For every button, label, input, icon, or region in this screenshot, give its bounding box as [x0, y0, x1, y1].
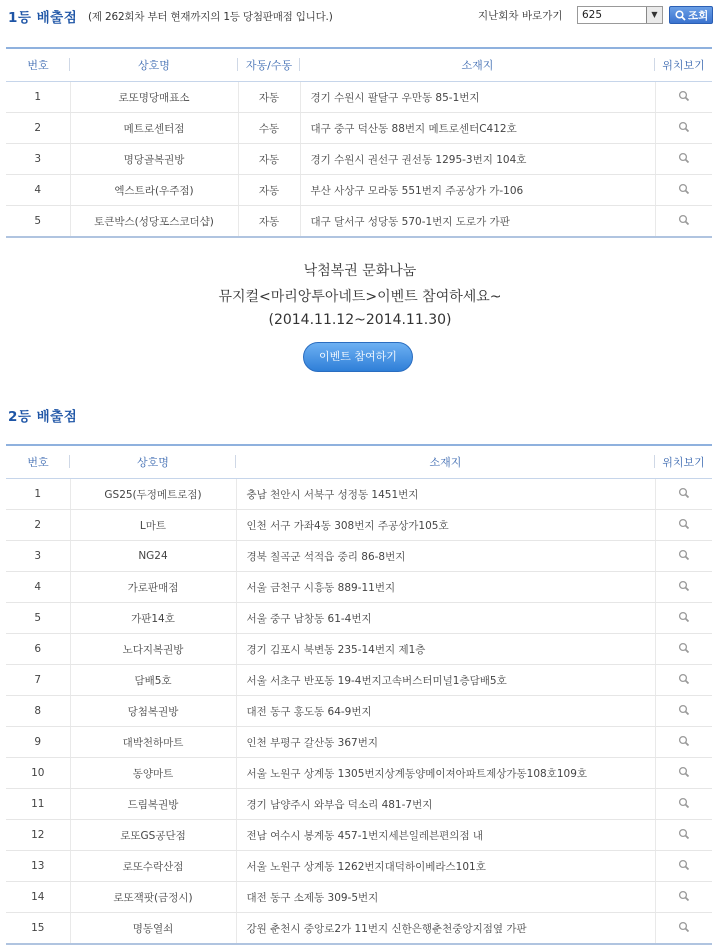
cell-name: 드림복권방 [70, 789, 236, 820]
cell-no: 5 [6, 206, 70, 238]
cell-name: 토큰박스(성당포스코더샵) [70, 206, 238, 238]
location-view-cell [655, 634, 712, 665]
table-row [6, 789, 712, 820]
event-join-button[interactable]: 이벤트 참여하기 [303, 342, 413, 372]
table-row [6, 913, 712, 945]
location-view-cell [655, 758, 712, 789]
cell-name: 동양마트 [70, 758, 236, 789]
cell-type: 자동 [238, 144, 300, 175]
magnifier-icon[interactable] [678, 831, 690, 843]
second-prize-table [6, 444, 712, 945]
lookup-button[interactable] [669, 6, 713, 24]
cell-address: 대구 중구 덕산동 88번지 메트로센터C412호 [300, 113, 655, 144]
first_prize-header-0: 번호 [6, 48, 70, 82]
cell-no: 1 [6, 479, 70, 510]
table-row [6, 541, 712, 572]
cell-no: 2 [6, 510, 70, 541]
past-round-label: 지난회차 바로가기 [478, 10, 563, 22]
cell-name: 로또잭팟(금정시) [70, 882, 236, 913]
magnifier-icon[interactable] [678, 800, 690, 812]
table-row [6, 820, 712, 851]
table-row [6, 851, 712, 882]
location-view-cell [655, 175, 712, 206]
cell-address: 서울 노원구 상계동 1305번지상계동양메이져아파트제상가동108호109호 [236, 758, 655, 789]
table-row [6, 758, 712, 789]
cell-no: 12 [6, 820, 70, 851]
location-view-cell [655, 851, 712, 882]
cell-address: 경기 수원시 팔달구 우만동 85-1번지 [300, 82, 655, 113]
first_prize-header-3: 소재지 [300, 48, 655, 82]
cell-address: 대전 동구 소제동 309-5번지 [236, 882, 655, 913]
cell-address: 경기 수원시 권선구 권선동 1295-3번지 104호 [300, 144, 655, 175]
table-row [6, 572, 712, 603]
cell-name: 명당골복권방 [70, 144, 238, 175]
magnifier-icon[interactable] [678, 893, 690, 905]
cell-type: 자동 [238, 175, 300, 206]
location-view-cell [655, 882, 712, 913]
magnifier-icon[interactable] [678, 217, 690, 229]
round-select-value: 625 [582, 9, 603, 21]
cell-address: 대구 달서구 성당동 570-1번지 도로가 가판 [300, 206, 655, 238]
cell-name: 담배5호 [70, 665, 236, 696]
cell-address: 경기 김포시 북변동 235-14번지 제1층 [236, 634, 655, 665]
table-row [6, 113, 712, 144]
cell-address: 서울 중구 남창동 61-4번지 [236, 603, 655, 634]
second_prize-header-3: 위치보기 [655, 445, 712, 479]
table-row [6, 510, 712, 541]
second-prize-title: 2등 배출점 [8, 409, 78, 425]
cell-no: 8 [6, 696, 70, 727]
magnifier-icon[interactable] [678, 614, 690, 626]
cell-no: 9 [6, 727, 70, 758]
first_prize-header-4: 위치보기 [655, 48, 712, 82]
cell-name: GS25(두정메트로점) [70, 479, 236, 510]
magnifier-icon[interactable] [678, 645, 690, 657]
table-row [6, 882, 712, 913]
location-view-cell [655, 510, 712, 541]
location-view-cell [655, 479, 712, 510]
cell-name: 로또명당매표소 [70, 82, 238, 113]
cell-name: 엑스트라(우주점) [70, 175, 238, 206]
magnifier-icon[interactable] [678, 862, 690, 874]
second_prize-header-2: 소재지 [236, 445, 655, 479]
cell-no: 15 [6, 913, 70, 945]
location-view-cell [655, 696, 712, 727]
magnifier-icon[interactable] [678, 676, 690, 688]
event-banner [0, 256, 720, 363]
location-view-cell [655, 572, 712, 603]
table-row [6, 479, 712, 510]
cell-address: 서울 서초구 반포동 19-4번지고속버스터미널1층담배5호 [236, 665, 655, 696]
cell-name: 메트로센터점 [70, 113, 238, 144]
cell-name: NG24 [70, 541, 236, 572]
top-bar [0, 0, 720, 34]
cell-name: 노다지복권방 [70, 634, 236, 665]
cell-address: 대전 동구 홍도동 64-9번지 [236, 696, 655, 727]
cell-type: 수동 [238, 113, 300, 144]
location-view-cell [655, 820, 712, 851]
magnifier-icon[interactable] [678, 769, 690, 781]
chevron-down-icon[interactable]: ▼ [646, 7, 662, 23]
table-row [6, 727, 712, 758]
first_prize-header-2: 자동/수동 [238, 48, 300, 82]
cell-no: 11 [6, 789, 70, 820]
magnifier-icon[interactable] [678, 490, 690, 502]
search-icon [675, 10, 686, 24]
cell-no: 2 [6, 113, 70, 144]
first-prize-description: (제 262회차 부터 현재까지의 1등 당첨판매점 입니다.) [88, 11, 333, 23]
first-prize-table [6, 47, 712, 238]
second_prize-header-0: 번호 [6, 445, 70, 479]
round-select[interactable] [577, 6, 663, 24]
cell-address: 충남 천안시 서북구 성정동 1451번지 [236, 479, 655, 510]
event-line-3: (2014.11.12~2014.11.30) [268, 312, 452, 328]
magnifier-icon[interactable] [678, 93, 690, 105]
cell-name: 로또수락산점 [70, 851, 236, 882]
location-view-cell [655, 727, 712, 758]
cell-no: 13 [6, 851, 70, 882]
cell-no: 3 [6, 541, 70, 572]
cell-address: 전남 여수시 봉계동 457-1번지세븐일레븐편의점 내 [236, 820, 655, 851]
magnifier-icon[interactable] [678, 552, 690, 564]
table-row [6, 82, 712, 113]
cell-type: 자동 [238, 82, 300, 113]
cell-name: 가판14호 [70, 603, 236, 634]
cell-no: 10 [6, 758, 70, 789]
magnifier-icon[interactable] [678, 583, 690, 595]
cell-no: 3 [6, 144, 70, 175]
magnifier-icon[interactable] [678, 738, 690, 750]
cell-name: L마트 [70, 510, 236, 541]
magnifier-icon[interactable] [678, 924, 690, 936]
magnifier-icon[interactable] [678, 155, 690, 167]
location-view-cell [655, 603, 712, 634]
magnifier-icon[interactable] [678, 124, 690, 136]
first_prize-header-1: 상호명 [70, 48, 238, 82]
cell-address: 서울 금천구 시흥동 889-11번지 [236, 572, 655, 603]
table-row [6, 696, 712, 727]
cell-no: 5 [6, 603, 70, 634]
magnifier-icon[interactable] [678, 707, 690, 719]
location-view-cell [655, 144, 712, 175]
cell-name: 당첨복권방 [70, 696, 236, 727]
cell-address: 인천 서구 가좌4동 308번지 주공상가105호 [236, 510, 655, 541]
cell-name: 로또GS공단점 [70, 820, 236, 851]
cell-no: 7 [6, 665, 70, 696]
table-row [6, 175, 712, 206]
cell-no: 1 [6, 82, 70, 113]
cell-type: 자동 [238, 206, 300, 238]
location-view-cell [655, 206, 712, 238]
second_prize-header-1: 상호명 [70, 445, 236, 479]
location-view-cell [655, 789, 712, 820]
cell-no: 4 [6, 572, 70, 603]
first-prize-title: 1등 배출점 [8, 10, 78, 26]
table-row [6, 665, 712, 696]
cell-no: 4 [6, 175, 70, 206]
cell-address: 부산 사상구 모라동 551번지 주공상가 가-106 [300, 175, 655, 206]
lookup-button-label: 조회 [688, 10, 709, 22]
table-row [6, 206, 712, 238]
magnifier-icon[interactable] [678, 521, 690, 533]
cell-no: 14 [6, 882, 70, 913]
event-line-2: 뮤지컬<마리앙투아네트>이벤트 참여하세요~ [218, 289, 502, 305]
cell-address: 경기 남양주시 와부읍 덕소리 481-7번지 [236, 789, 655, 820]
location-view-cell [655, 665, 712, 696]
location-view-cell [655, 82, 712, 113]
table-row [6, 144, 712, 175]
cell-name: 명동열쇠 [70, 913, 236, 945]
cell-address: 인천 부평구 갈산동 367번지 [236, 727, 655, 758]
cell-no: 6 [6, 634, 70, 665]
location-view-cell [655, 913, 712, 945]
cell-address: 강원 춘천시 중앙로2가 11번지 신한은행춘천중앙지점옆 가판 [236, 913, 655, 945]
cell-name: 가로판매점 [70, 572, 236, 603]
table-row [6, 634, 712, 665]
table-row [6, 603, 712, 634]
cell-name: 대박천하마트 [70, 727, 236, 758]
cell-address: 서울 노원구 상계동 1262번지대덕하이베라스101호 [236, 851, 655, 882]
magnifier-icon[interactable] [678, 186, 690, 198]
location-view-cell [655, 113, 712, 144]
cell-address: 경북 칠곡군 석적읍 중리 86-8번지 [236, 541, 655, 572]
location-view-cell [655, 541, 712, 572]
event-line-1: 낙첨복권 문화나눔 [303, 263, 417, 279]
